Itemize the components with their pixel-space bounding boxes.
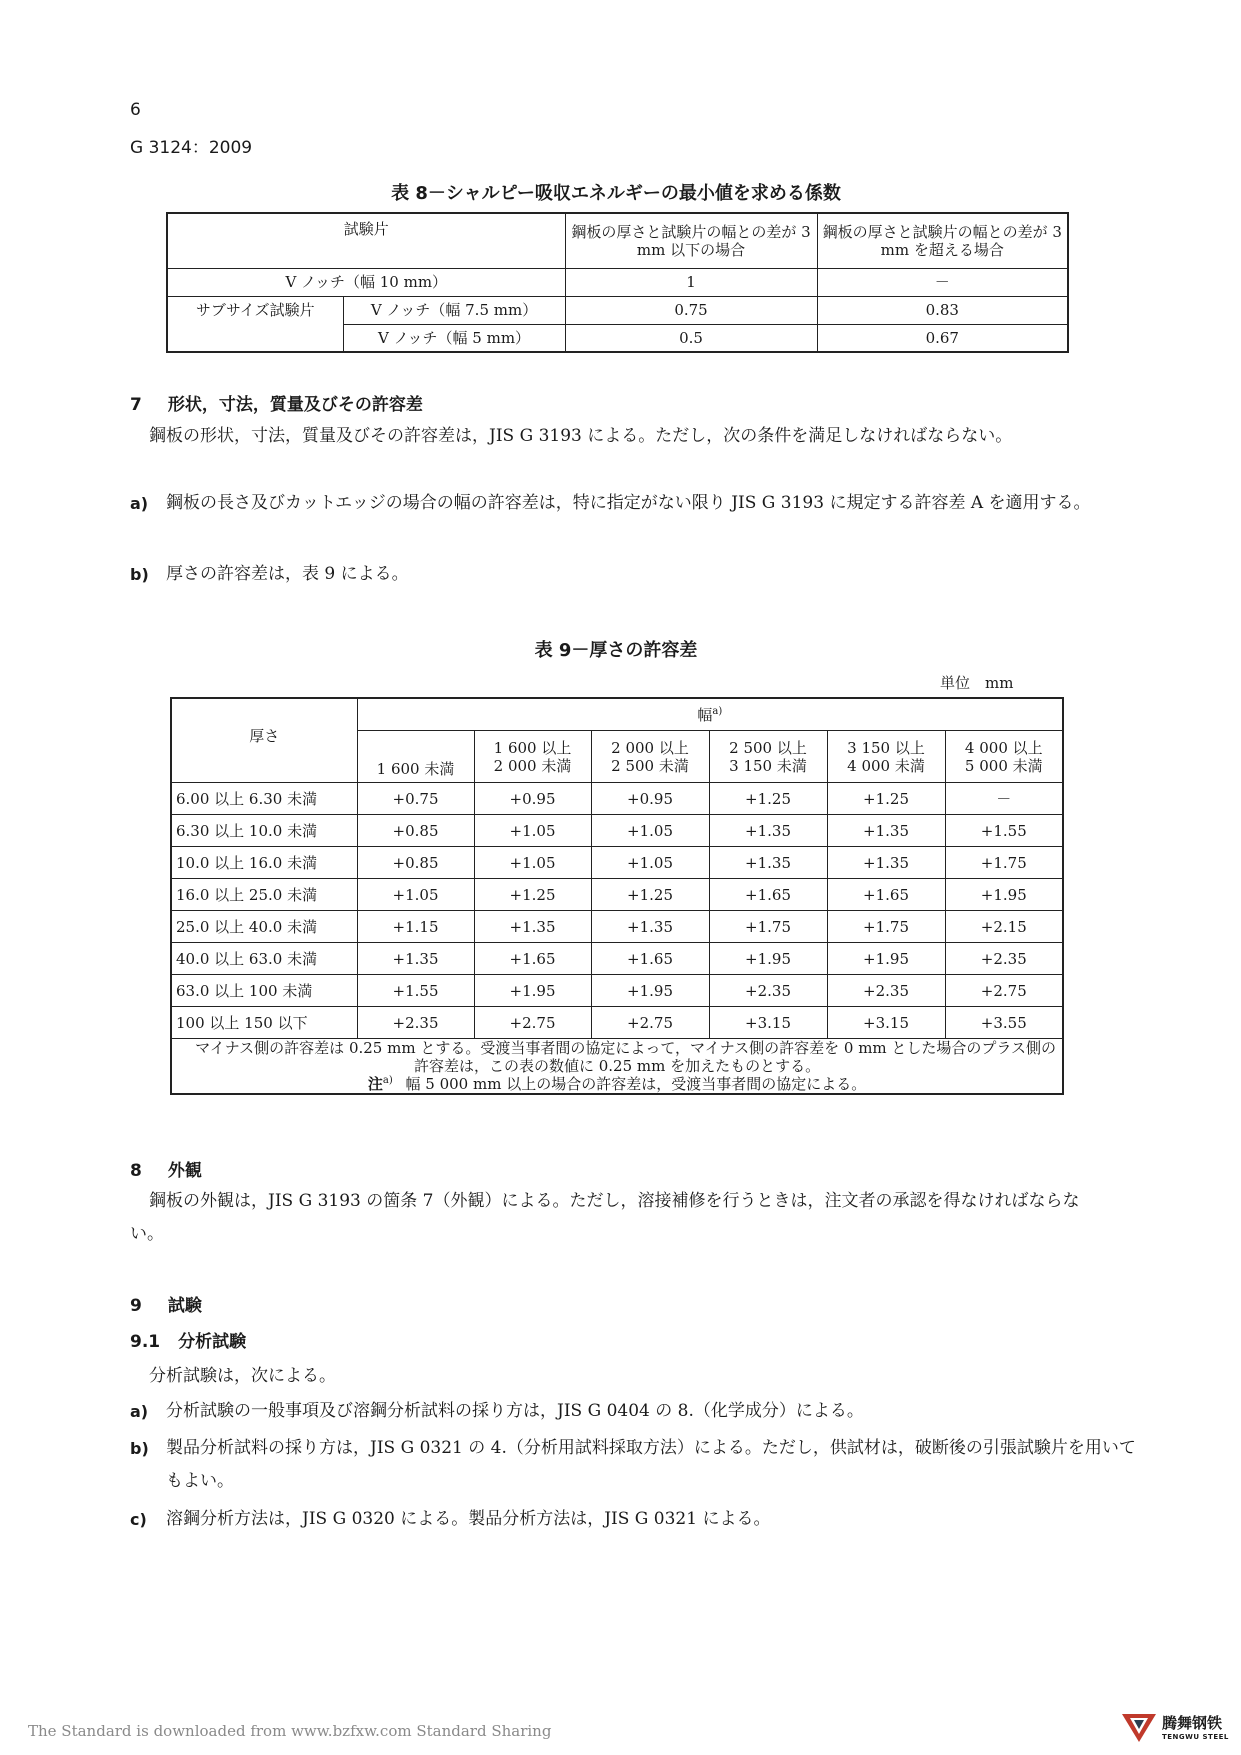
- tolerance-cell: +1.55: [945, 815, 1063, 847]
- subsection-title: 分析試験: [178, 1332, 247, 1352]
- tolerance-cell: +1.35: [591, 911, 709, 943]
- company-logo: [1120, 1706, 1232, 1750]
- item-text: 鋼板の長さ及びカットエッジの場合の幅の許容差は，特に指定がない限り JIS G 3193 に規定する許容差 A を適用する。: [166, 493, 1091, 513]
- width-col-header: 1 600 未満: [357, 731, 474, 783]
- item-label: b): [130, 565, 149, 584]
- tolerance-cell: +1.35: [709, 815, 827, 847]
- table8-gt3: 0.67: [817, 324, 1068, 352]
- tolerance-cell: +0.85: [357, 847, 474, 879]
- table8-le3: 0.5: [565, 324, 817, 352]
- tolerance-cell: +1.65: [591, 943, 709, 975]
- tolerance-cell: +1.35: [474, 911, 591, 943]
- item-label: a): [130, 1402, 149, 1421]
- tolerance-cell: +2.35: [709, 975, 827, 1007]
- width-col-header: 4 000 以上 5 000 未満: [945, 731, 1063, 783]
- thickness-range-cell: 25.0 以上 40.0 未満: [171, 911, 357, 943]
- tolerance-cell: +1.05: [591, 847, 709, 879]
- tolerance-cell: +1.35: [827, 847, 945, 879]
- table9-thickness-header: 厚さ: [171, 698, 357, 783]
- section9-intro: 分析試験は，次による。: [149, 1366, 336, 1386]
- tolerance-cell: +3.55: [945, 1007, 1063, 1039]
- width-col-header: 2 000 以上 2 500 未満: [591, 731, 709, 783]
- thickness-range-cell: 16.0 以上 25.0 未満: [171, 879, 357, 911]
- list-item: [130, 1503, 1146, 1536]
- section9-heading: [130, 1291, 202, 1316]
- section-title: 外観: [167, 1161, 202, 1181]
- source-note: The Standard is downloaded from www.bzfxw.com Standard Sharing: [28, 1722, 552, 1740]
- tolerance-cell: +1.75: [827, 911, 945, 943]
- thickness-range-cell: 6.30 以上 10.0 未満: [171, 815, 357, 847]
- table8-caption: 表 8－シャルピー吸収エネルギーの最小値を求める係数: [391, 183, 841, 204]
- section7-heading: [130, 390, 423, 415]
- tolerance-cell: +2.75: [474, 1007, 591, 1039]
- table9-unit: 単位 mm: [940, 674, 1014, 692]
- tolerance-cell: +1.75: [709, 911, 827, 943]
- tolerance-cell: +2.75: [591, 1007, 709, 1039]
- table-row: [167, 268, 1068, 296]
- tolerance-cell: +0.95: [591, 783, 709, 815]
- item-label: a): [130, 494, 149, 513]
- tolerance-cell: +1.35: [709, 847, 827, 879]
- tolerance-cell: +3.15: [709, 1007, 827, 1039]
- table9-footnote: 注$^{a)}$ 幅 5 000 mm 以上の場合の許容差は，受渡当事者間の協定による。: [367, 1075, 867, 1093]
- table-row: [171, 847, 1063, 879]
- tolerance-cell: +1.95: [474, 975, 591, 1007]
- table-row: [171, 815, 1063, 847]
- tolerance-cell: +2.35: [357, 1007, 474, 1039]
- tolerance-cell: +1.15: [357, 911, 474, 943]
- section8-heading: [130, 1156, 202, 1181]
- list-item: [130, 487, 1146, 520]
- item-text: 分析試験の一般事項及び溶鋼分析試料の採り方は，JIS G 0404 の 8.（化学成分）による。: [166, 1401, 864, 1421]
- tolerance-cell: +1.65: [474, 943, 591, 975]
- table8-gt3: 0.83: [817, 296, 1068, 324]
- tolerance-cell: +2.75: [945, 975, 1063, 1007]
- tolerance-cell: +1.05: [357, 879, 474, 911]
- tolerance-cell: +1.65: [709, 879, 827, 911]
- tolerance-cell: +1.05: [474, 847, 591, 879]
- tolerance-cell: +0.75: [357, 783, 474, 815]
- tolerance-cell: +1.35: [357, 943, 474, 975]
- tolerance-cell: +2.15: [945, 911, 1063, 943]
- thickness-range-cell: 40.0 以上 63.0 未満: [171, 943, 357, 975]
- table-row: [171, 1007, 1063, 1039]
- table-row: [171, 783, 1063, 815]
- standard-id: G 3124：2009: [130, 138, 253, 158]
- list-item: [130, 558, 1146, 591]
- table9-note-text: マイナス側の許容差は 0.25 mm とする。受渡当事者間の協定によって，マイナス側の許容差を 0 mm とした場合のプラス側の許容差は，この表の数値に 0.25 mm を加えたものとする。: [195, 1039, 1056, 1075]
- section8-text: 鋼板の外観は，JIS G 3193 の箇条 7（外観）による。ただし，溶接補修を行うときは，注文者の承認を得なければならない。: [130, 1191, 1080, 1244]
- tolerance-cell: +3.15: [827, 1007, 945, 1039]
- section-title: 試験: [167, 1296, 202, 1316]
- item-text: 製品分析試料の採り方は，JIS G 0321 の 4.（分析用試料採取方法）による。ただし，供試材は，破断後の引張試験片を用いてもよい。: [166, 1438, 1136, 1491]
- table8-le3: 1: [565, 268, 817, 296]
- tolerance-cell: +1.95: [709, 943, 827, 975]
- table8-header-le3: 鋼板の厚さと試験片の幅との差が 3 mm 以下の場合: [565, 213, 817, 268]
- section-number: 9: [130, 1296, 142, 1316]
- width-col-header: 1 600 以上 2 000 未満: [474, 731, 591, 783]
- tolerance-cell: +1.35: [827, 815, 945, 847]
- tolerance-cell: +1.25: [827, 783, 945, 815]
- item-text: 厚さの許容差は，表 9 による。: [166, 564, 409, 584]
- table9-width-header: 幅$^{a)}$: [357, 698, 1063, 731]
- tolerance-cell: +2.35: [945, 943, 1063, 975]
- logo-mark-icon: [1120, 1708, 1158, 1746]
- subsection-number: 9.1: [130, 1332, 161, 1352]
- table-row: [171, 943, 1063, 975]
- section9-1-heading: [130, 1327, 246, 1352]
- tolerance-cell: +1.95: [591, 975, 709, 1007]
- table-row: [171, 879, 1063, 911]
- tolerance-cell: +1.55: [357, 975, 474, 1007]
- item-label: c): [130, 1510, 147, 1529]
- tolerance-cell: +0.95: [474, 783, 591, 815]
- tolerance-cell: +1.05: [591, 815, 709, 847]
- table8-specimen: V ノッチ（幅 10 mm）: [167, 268, 565, 296]
- width-col-header: 3 150 以上 4 000 未満: [827, 731, 945, 783]
- thickness-range-cell: 100 以上 150 以下: [171, 1007, 357, 1039]
- list-item: [130, 1395, 1146, 1428]
- tolerance-cell: +1.65: [827, 879, 945, 911]
- section7-intro: 鋼板の形状，寸法，質量及びその許容差は，JIS G 3193 による。ただし，次の条件を満足しなければならない。: [149, 426, 1013, 446]
- tolerance-cell: －: [945, 783, 1063, 815]
- logo-cn: 腾舞钢铁: [1162, 1714, 1223, 1732]
- tolerance-cell: +1.25: [591, 879, 709, 911]
- tolerance-cell: +1.95: [827, 943, 945, 975]
- tolerance-cell: +1.95: [945, 879, 1063, 911]
- thickness-range-cell: 6.00 以上 6.30 未満: [171, 783, 357, 815]
- table-row: [167, 296, 1068, 324]
- table8-header-specimen: 試験片: [167, 213, 565, 268]
- section-title: 形状，寸法，質量及びその許容差: [167, 395, 423, 415]
- section-number: 7: [130, 395, 142, 415]
- table8-le3: 0.75: [565, 296, 817, 324]
- tolerance-cell: +0.85: [357, 815, 474, 847]
- table8-header-gt3: 鋼板の厚さと試験片の幅との差が 3 mm を超える場合: [817, 213, 1068, 268]
- table8-group: サブサイズ試験片: [167, 296, 343, 352]
- tolerance-cell: +1.25: [474, 879, 591, 911]
- tolerance-cell: +1.75: [945, 847, 1063, 879]
- table-row: [171, 975, 1063, 1007]
- tolerance-cell: +1.25: [709, 783, 827, 815]
- table-row: [171, 911, 1063, 943]
- thickness-range-cell: 10.0 以上 16.0 未満: [171, 847, 357, 879]
- item-label: b): [130, 1439, 149, 1458]
- table9-caption: 表 9－厚さの許容差: [534, 640, 698, 661]
- page-number: 6: [130, 100, 141, 120]
- table9-note: [171, 1039, 1063, 1095]
- table8-specimen: V ノッチ（幅 7.5 mm）: [343, 296, 565, 324]
- logo-en: TENGWU STEEL: [1162, 1733, 1229, 1741]
- table8: [166, 212, 1069, 353]
- tolerance-cell: +2.35: [827, 975, 945, 1007]
- width-col-header: 2 500 以上 3 150 未満: [709, 731, 827, 783]
- table9: [170, 697, 1064, 1095]
- table8-specimen: V ノッチ（幅 5 mm）: [343, 324, 565, 352]
- item-text: 溶鋼分析方法は，JIS G 0320 による。製品分析方法は，JIS G 0321 による。: [166, 1509, 771, 1529]
- section-number: 8: [130, 1161, 142, 1181]
- thickness-range-cell: 63.0 以上 100 未満: [171, 975, 357, 1007]
- list-item: [130, 1432, 1146, 1498]
- table8-gt3: －: [817, 268, 1068, 296]
- tolerance-cell: +1.05: [474, 815, 591, 847]
